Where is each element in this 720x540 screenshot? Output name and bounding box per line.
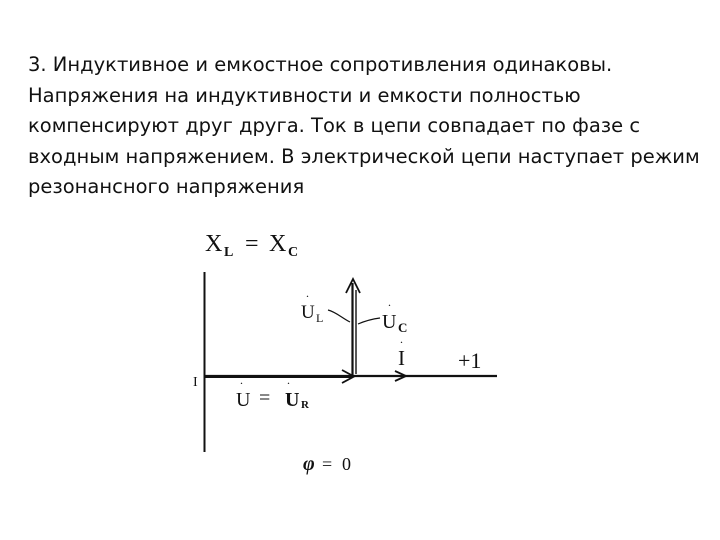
i-label (398, 332, 405, 370)
ur-letter: U (285, 389, 300, 411)
ul-label (301, 286, 323, 325)
uc-dot: . (388, 295, 391, 309)
i-letter: I (398, 346, 405, 370)
xl-subscript: L (224, 245, 234, 260)
u-letter: U (236, 389, 251, 411)
phi-symbol: φ (303, 453, 315, 475)
phi-value: 0 (342, 454, 351, 474)
uc-label (382, 295, 407, 335)
ul-dot: . (306, 286, 309, 300)
condition-equals: = (245, 231, 259, 257)
u-equals-ur-label (236, 373, 310, 411)
ul-leader-line (328, 310, 350, 322)
ur-dot: . (287, 373, 290, 387)
ul-letter: U (301, 302, 315, 323)
description-paragraph: 3. Индуктивное и емкостное сопротивления одинаковы. Напряжения на индуктивности и емкости полностью компенсируют друг друга. Ток в цепи совпадает по фазе с входным напряжением. В электрической цепи наступает режим резонансного напряжения (28, 53, 700, 198)
ul-subscript: L (316, 311, 324, 325)
phase-angle-label (303, 453, 351, 475)
ur-subscript: R (301, 399, 309, 411)
xc-subscript: C (288, 245, 299, 260)
xc-letter: X (269, 231, 287, 257)
u-ur-equals: = (259, 387, 271, 409)
xl-letter: X (205, 231, 223, 257)
axis-plus-one-label: +1 (458, 348, 482, 373)
uc-subscript: C (398, 320, 408, 335)
origin-label: I (193, 375, 198, 390)
i-dot: . (400, 332, 403, 346)
u-dot: . (240, 373, 243, 387)
uc-letter: U (382, 311, 397, 333)
phi-equals: = (322, 454, 333, 474)
uc-leader-line (358, 318, 380, 324)
resonance-condition (205, 231, 298, 260)
